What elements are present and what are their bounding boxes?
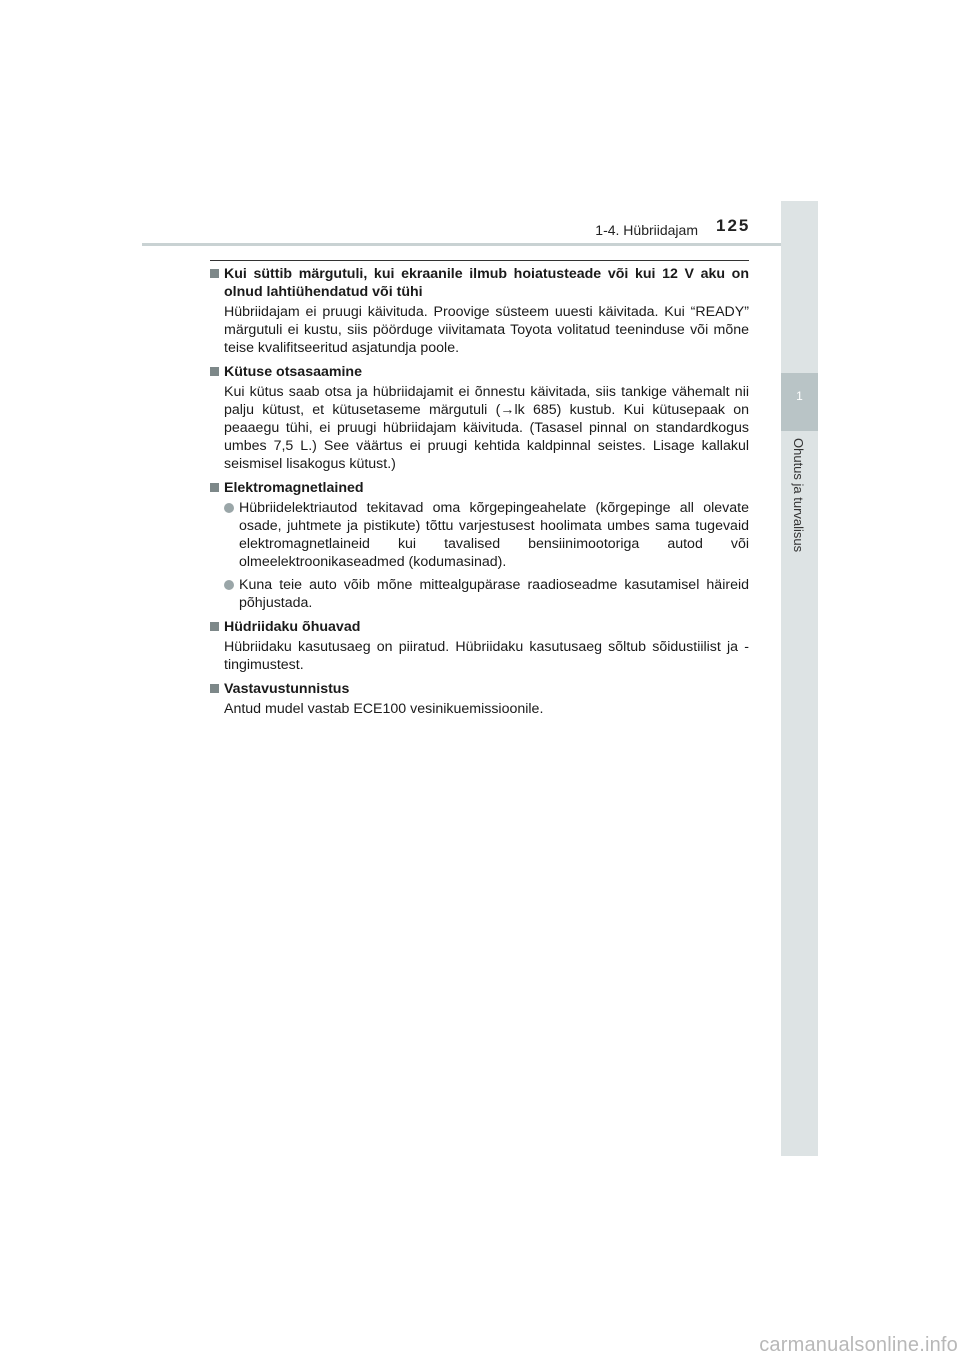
section-heading bbox=[210, 680, 749, 698]
side-tab bbox=[781, 201, 818, 1156]
section-title: Elektromagnetlained bbox=[224, 480, 364, 496]
content bbox=[210, 265, 749, 724]
section-heading bbox=[210, 618, 749, 636]
square-bullet-icon bbox=[210, 483, 219, 492]
list-item bbox=[210, 499, 749, 571]
section-battery-vents bbox=[210, 618, 749, 674]
circle-bullet-icon bbox=[224, 580, 234, 590]
section-title: Kütuse otsasaamine bbox=[224, 364, 362, 380]
side-tab-number: 1 bbox=[796, 389, 803, 403]
section-body: Antud mudel vastab ECE100 vesinikuemissioonile. bbox=[224, 701, 544, 717]
square-bullet-icon bbox=[210, 269, 219, 278]
section-title: Vastavustunnistus bbox=[224, 681, 350, 697]
watermark-link[interactable]: carmanualsonline.info bbox=[759, 1334, 958, 1356]
section-warning-light bbox=[210, 265, 749, 357]
circle-bullet-icon bbox=[224, 503, 234, 513]
section-electromagnetic bbox=[210, 479, 749, 612]
section-fuel bbox=[210, 363, 749, 473]
section-heading bbox=[210, 479, 749, 497]
list-item-text: Hübriidelektriautod tekitavad oma kõrgepingeahelate (kõrgepinge all olevate osade, juhtmete ja pistikute) tõttu varjestusest hoolimata umbes sama tugevaid elektromagnetlaineid kui tavalised bensiinimootoriga autod või olmeelektroonikaseadmed (kodumasinad). bbox=[239, 500, 749, 570]
page-number: 125 bbox=[716, 216, 751, 235]
side-tab-label: Ohutus ja turvalisus bbox=[791, 438, 806, 553]
section-body: Hübriidaku kasutusaeg on piiratud. Hübriidaku kasutusaeg sõltub sõidustiilist ja -tingimustest. bbox=[224, 639, 749, 673]
section-title: Kui süttib märgutuli, kui ekraanile ilmub hoiatusteade või kui 12 V aku on olnud lahtiühendatud või tühi bbox=[224, 266, 749, 300]
content-top-rule bbox=[210, 260, 749, 261]
square-bullet-icon bbox=[210, 684, 219, 693]
section-title: Hüdriidaku õhuavad bbox=[224, 619, 361, 635]
section-body: Kui kütus saab otsa ja hübriidajamit ei õnnestu käivitada, siis tankige vähemalt nii palju kütust, et kütusetaseme märgutuli (→lk 685) kustub. Kui kütusepaak on peaaegu tühi, ei pruugi hübriidajam käivituda. (Tasasel pinnal on standardkogus umbes 7,5 L.) See väärtus ei pruugi kehtida kaldpinnal seistes. Lisage kallakul seismisel lisakogus kütust.) bbox=[224, 384, 749, 472]
section-heading bbox=[210, 363, 749, 381]
header-divider bbox=[142, 243, 818, 246]
section-certificate bbox=[210, 680, 749, 718]
list-item bbox=[210, 576, 749, 612]
list-item-text: Kuna teie auto võib mõne mittealgupärase raadioseadme kasutamisel häireid põhjustada. bbox=[239, 577, 749, 611]
section-heading bbox=[210, 265, 749, 301]
square-bullet-icon bbox=[210, 367, 219, 376]
square-bullet-icon bbox=[210, 622, 219, 631]
chapter-title: 1-4. Hübriidajam bbox=[595, 222, 698, 238]
section-body: Hübriidajam ei pruugi käivituda. Proovige süsteem uuesti käivitada. Kui “READY” märgutuli ei kustu, siis pöörduge viivitamata Toyota volitatud teeninduse või mõne teise kvalifitseeritud asjatundja poole. bbox=[224, 304, 749, 356]
